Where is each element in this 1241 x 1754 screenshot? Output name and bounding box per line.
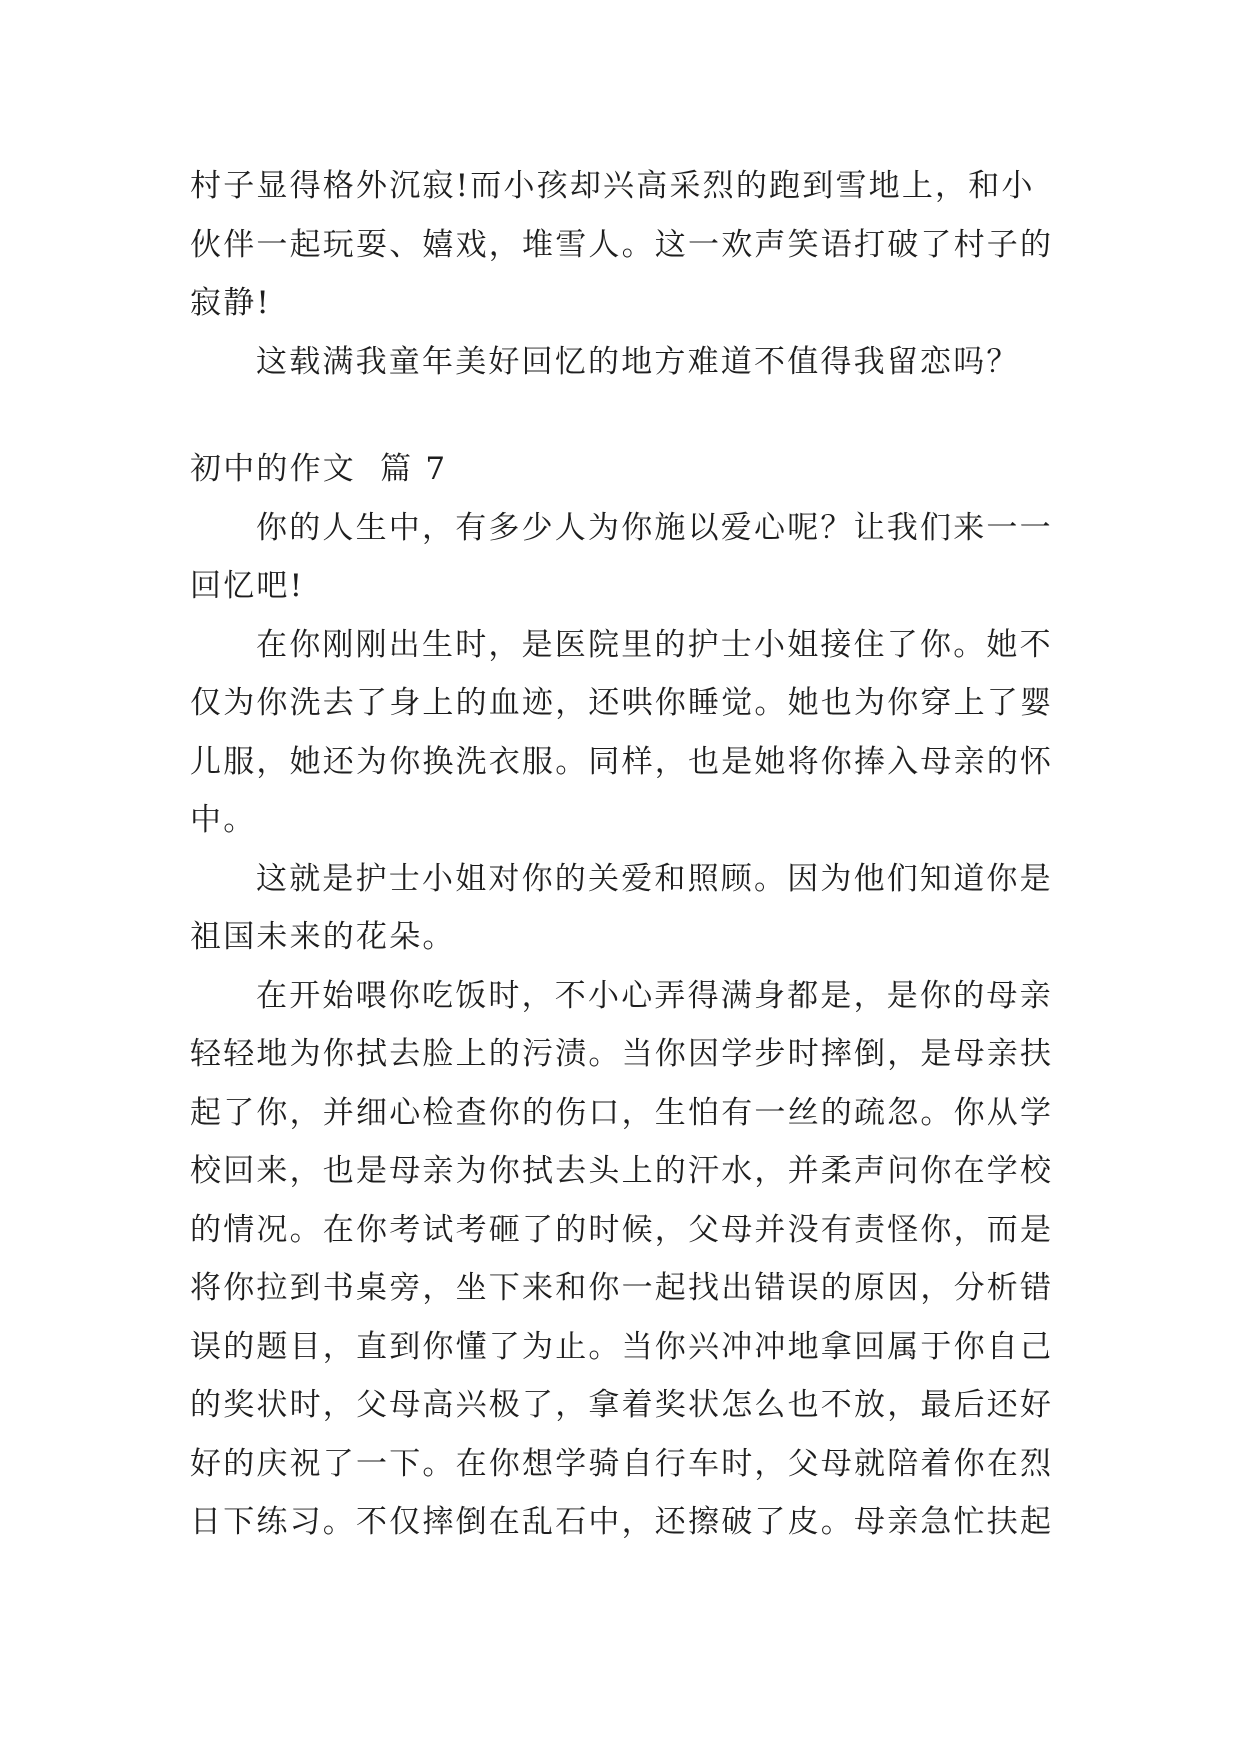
text-line: 的情况。在你考试考砸了的时候，父母并没有责怪你，而是 — [190, 1211, 1054, 1248]
paragraph — [190, 157, 1060, 333]
text-line: 在开始喂你吃饭时，不小心弄得满身都是，是你的母亲 — [256, 977, 1053, 1014]
text-line: 村子显得格外沉寂!而小孩却兴高采烈的跑到雪地上，和小 — [190, 168, 1035, 204]
text-line: 中。 — [190, 802, 257, 838]
paragraph — [190, 850, 1060, 967]
paragraph — [190, 333, 1060, 392]
text-line: 起了你，并细心检查你的伤口，生怕有一丝的疏忽。你从学 — [190, 1094, 1054, 1131]
text-line: 这就是护士小姐对你的关爱和照顾。因为他们知道你是 — [256, 860, 1053, 897]
text-line: 仅为你洗去了身上的血迹，还哄你睡觉。她也为你穿上了婴 — [190, 685, 1054, 721]
text-line: 轻轻地为你拭去脸上的污渍。当你因学步时摔倒，是母亲扶 — [190, 1036, 1054, 1072]
text-line: 的奖状时，父母高兴极了，拿着奖状怎么也不放，最后还好 — [190, 1387, 1054, 1423]
text-line: 在你刚刚出生时，是医院里的护士小姐接住了你。她不 — [256, 626, 1053, 663]
text-line: 祖国未来的花朵。 — [190, 919, 456, 955]
text-line: 日下练习。不仅摔倒在乱石中，还擦破了皮。母亲急忙扶起 — [190, 1504, 1054, 1540]
text-line: 回忆吧! — [190, 568, 305, 604]
section-spacer — [190, 391, 1060, 440]
text-line: 伙伴一起玩耍、嬉戏，堆雪人。这一欢声笑语打破了村子的 — [190, 226, 1054, 263]
text-line: 寂静! — [190, 285, 272, 321]
text-line: 误的题目，直到你懂了为止。当你兴冲冲地拿回属于你自己 — [190, 1328, 1054, 1365]
section-title: 初中的作文 篇 7 — [190, 451, 448, 487]
paragraph — [190, 499, 1060, 616]
text-line: 你的人生中，有多少人为你施以爱心呢？让我们来一一 — [256, 509, 1053, 546]
document-page — [190, 157, 1060, 1552]
text-line: 将你拉到书桌旁，坐下来和你一起找出错误的原因，分析错 — [190, 1270, 1054, 1306]
paragraph — [190, 616, 1060, 850]
text-line: 儿服，她还为你换洗衣服。同样，也是她将你捧入母亲的怀 — [190, 743, 1054, 780]
paragraph — [190, 967, 1060, 1552]
text-line: 这载满我童年美好回忆的地方难道不值得我留恋吗？ — [256, 343, 1020, 380]
text-line: 好的庆祝了一下。在你想学骑自行车时，父母就陪着你在烈 — [190, 1445, 1054, 1482]
text-line: 校回来，也是母亲为你拭去头上的汗水，并柔声问你在学校 — [190, 1153, 1054, 1189]
